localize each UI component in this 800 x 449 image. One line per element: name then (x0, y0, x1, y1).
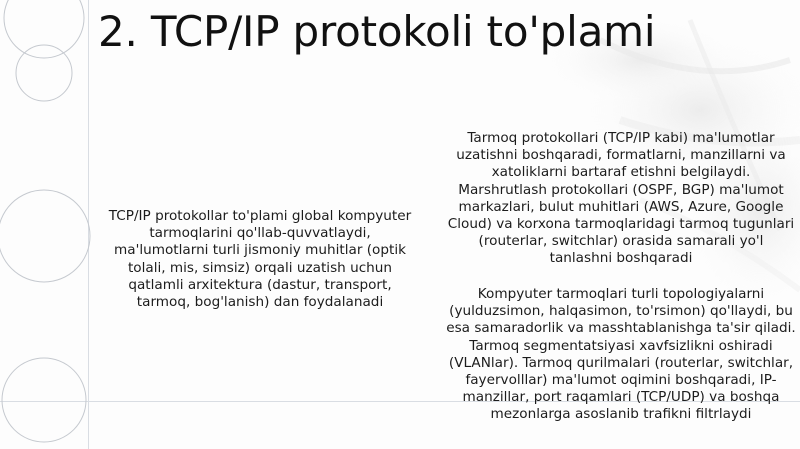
slide-title: 2. TCP/IP protokoli to'plami (98, 7, 656, 56)
circle-ornaments (0, 0, 90, 442)
right-paragraph-bottom: Kompyuter tarmoqlari turli topologiyalarni (yulduzsimon, halqasimon, to'rsimon) qo'llaydi, bu esa samaradorlik va masshtablanishga ta'sir qiladi. Tarmoq segmentatsiyasi xavfsizlikni oshiradi (VLANlar). Tarmoq qurilmalari (routerlar, switchlar, fayervolllar) ma'lumot oqimini boshqaradi, IP-manzillar, port raqamlari (TCP/UDP) va boshqa mezonlarga asoslanib trafikni filtrlaydi (446, 286, 796, 423)
left-paragraph: TCP/IP protokollar to'plami global kompyuter tarmoqlarini qo'llab-quvvatlaydi, ma'lumotlarni turli jismoniy muhitlar (optik tolali, mis, simsiz) orqali uzatish uchun qatlamli arxitektura (dastur, transport, tarmoq, bog'lanish) dan foydalanadi (108, 208, 412, 311)
right-paragraph-top: Tarmoq protokollari (TCP/IP kabi) ma'lumotlar uzatishni boshqaradi, formatlarni, manzillarni va xatoliklarni bartaraf etishni belgilaydi. Marshrutlash protokollari (OSPF, BGP) ma'lumot markazlari, bulut muhitlari (AWS, Azure, Google Cloud) va korxona tarmoqlaridagi tarmoq tugunlari (routerlar, switchlar) orasida samarali yo'l tanlashni boshqaradi (447, 130, 795, 267)
